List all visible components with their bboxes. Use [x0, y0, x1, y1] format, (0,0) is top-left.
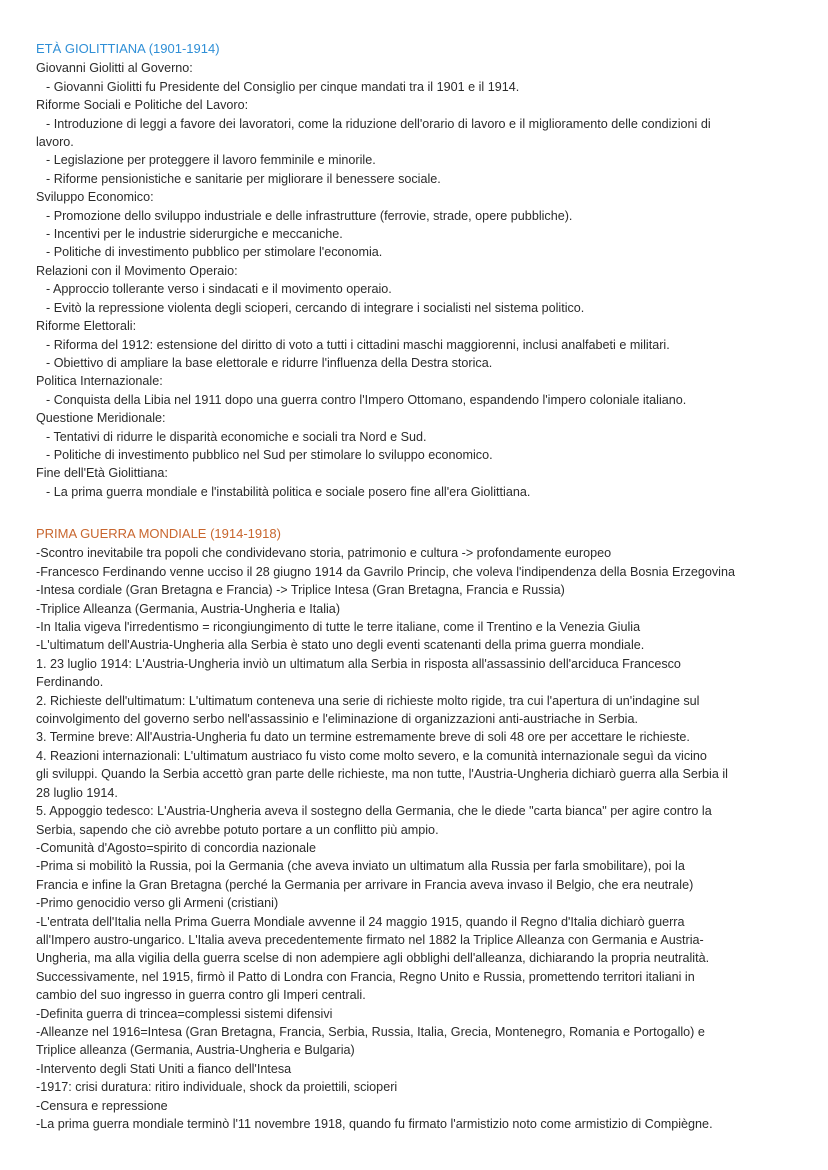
text-line: Riforme Sociali e Politiche del Lavoro:	[36, 98, 249, 113]
section-body	[36, 59, 796, 501]
text-line: all'Impero austro-ungarico. L'Italia aveva precedentemente firmato nel 1882 la Triplice Alleanza con Germania e Austria-	[36, 932, 704, 947]
text-line: coinvolgimento del governo serbo nell'assassinio e l'eliminazione di organizzazioni anti-austriache in Serbia.	[36, 712, 638, 727]
text-line: 4. Reazioni internazionali: L'ultimatum austriaco fu visto come molto severo, e la comunità internazionale seguì da vicino	[36, 748, 707, 763]
text-line: - Promozione dello sviluppo industriale e delle infrastrutture (ferrovie, strade, opere pubbliche).	[46, 208, 573, 223]
text-line: - Riforma del 1912: estensione del diritto di voto a tutti i cittadini maschi maggiorenni, inclusi analfabeti e militari.	[46, 337, 670, 352]
text-line: -Censura e repressione	[36, 1098, 168, 1113]
text-line: Ungheria, ma alla vigilia della guerra scelse di non adempiere agli obblighi dell'alleanza, dichiarando la propria neutralità.	[36, 951, 710, 966]
text-line: - Riforme pensionistiche e sanitarie per migliorare il benessere sociale.	[46, 171, 441, 186]
text-line: Fine dell'Età Giolittiana:	[36, 466, 168, 481]
text-line: - Evitò la repressione violenta degli scioperi, cercando di integrare i socialisti nel sistema politico.	[46, 300, 585, 315]
text-line: -Primo genocidio verso gli Armeni (cristiani)	[36, 896, 279, 911]
text-line: Triplice alleanza (Germania, Austria-Ungheria e Bulgaria)	[36, 1043, 355, 1058]
text-line: -Triplice Alleanza (Germania, Austria-Ungheria e Italia)	[36, 601, 341, 616]
text-line: Giovanni Giolitti al Governo:	[36, 61, 193, 76]
text-line: -In Italia vigeva l'irredentismo = ricongiungimento di tutte le terre italiane, come il Trentino e la Venezia Giulia	[36, 620, 641, 635]
text-line: 28 luglio 1914.	[36, 785, 118, 800]
text-line: 3. Termine breve: All'Austria-Ungheria fu dato un termine estremamente breve di soli 48 ore per accettare le richieste.	[36, 730, 690, 745]
section-prima-guerra-mondiale	[36, 525, 796, 1133]
text-line: - Legislazione per proteggere il lavoro femminile e minorile.	[46, 153, 376, 168]
text-line: lavoro.	[36, 135, 74, 150]
text-line: -Scontro inevitabile tra popoli che condividevano storia, patrimonio e cultura -> profondamente europeo	[36, 546, 612, 561]
text-line: -L'entrata dell'Italia nella Prima Guerra Mondiale avvenne il 24 maggio 1915, quando il Regno d'Italia dichiarò guerra	[36, 914, 685, 929]
text-line: - Approccio tollerante verso i sindacati e il movimento operaio.	[46, 282, 392, 297]
text-line: 5. Appoggio tedesco: L'Austria-Ungheria aveva il sostegno della Germania, che le diede "carta bianca" per agire contro la	[36, 804, 712, 819]
text-line: - Obiettivo di ampliare la base elettorale e ridurre l'influenza della Destra storica.	[46, 355, 493, 370]
section-title: ETÀ GIOLITTIANA (1901-1914)	[36, 41, 220, 56]
section-body	[36, 544, 796, 1133]
text-line: Successivamente, nel 1915, firmò il Patto di Londra con Francia, Regno Unito e Russia, promettendo territori italiani in	[36, 969, 695, 984]
text-line: Riforme Elettorali:	[36, 319, 137, 334]
text-line: - La prima guerra mondiale e l'instabilità politica e sociale posero fine all'era Giolittiana.	[46, 484, 531, 499]
text-line: - Politiche di investimento pubblico per stimolare l'economia.	[46, 245, 383, 260]
text-line: -L'ultimatum dell'Austria-Ungheria alla Serbia è stato uno degli eventi scatenanti della prima guerra mondiale.	[36, 638, 645, 653]
text-line: -Alleanze nel 1916=Intesa (Gran Bretagna, Francia, Serbia, Russia, Italia, Grecia, Montenegro, Romania e Portogallo) e	[36, 1024, 705, 1039]
text-line: -Francesco Ferdinando venne ucciso il 28 giugno 1914 da Gavrilo Princip, che voleva l'indipendenza della Bosnia Erzegovina	[36, 564, 735, 579]
text-line: -Intesa cordiale (Gran Bretagna e Francia) -> Triplice Intesa (Gran Bretagna, Francia e Russia)	[36, 583, 565, 598]
text-line: 1. 23 luglio 1914: L'Austria-Ungheria inviò un ultimatum alla Serbia in risposta all'assassinio dell'arciduca Francesco	[36, 656, 681, 671]
text-line: - Giovanni Giolitti fu Presidente del Consiglio per cinque mandati tra il 1901 e il 1914.	[46, 79, 520, 94]
text-line: -Comunità d'Agosto=spirito di concordia nazionale	[36, 840, 316, 855]
text-line: Serbia, sapendo che ciò avrebbe potuto portare a un conflitto più ampio.	[36, 822, 439, 837]
text-line: -Prima si mobilitò la Russia, poi la Germania (che aveva inviato un ultimatum alla Russia per farla smobilitare), poi la	[36, 859, 685, 874]
text-line: cambio del suo ingresso in guerra contro gli Imperi centrali.	[36, 988, 366, 1003]
text-line: Relazioni con il Movimento Operaio:	[36, 263, 238, 278]
text-line: -1917: crisi duratura: ritiro individuale, shock da proiettili, scioperi	[36, 1080, 398, 1095]
text-line: - Politiche di investimento pubblico nel Sud per stimolare lo sviluppo economico.	[46, 447, 493, 462]
text-line: Francia e infine la Gran Bretagna (perché la Germania per arrivare in Francia aveva invaso il Belgio, che era neutrale)	[36, 877, 694, 892]
text-line: Ferdinando.	[36, 675, 104, 690]
section-title: PRIMA GUERRA MONDIALE (1914-1918)	[36, 526, 281, 541]
text-line: Sviluppo Economico:	[36, 190, 154, 205]
text-line: - Introduzione di leggi a favore dei lavoratori, come la riduzione dell'orario di lavoro e il miglioramento delle condizioni di	[46, 116, 711, 131]
section-eta-giolittiana	[36, 40, 796, 501]
text-line: - Tentativi di ridurre le disparità economiche e sociali tra Nord e Sud.	[46, 429, 427, 444]
text-line: - Conquista della Libia nel 1911 dopo una guerra contro l'Impero Ottomano, espandendo l'impero coloniale italiano.	[46, 392, 687, 407]
text-line: Politica Internazionale:	[36, 374, 163, 389]
text-line: - Incentivi per le industrie siderurgiche e meccaniche.	[46, 227, 343, 242]
text-line: -Intervento degli Stati Uniti a fianco dell'Intesa	[36, 1061, 292, 1076]
text-line: -La prima guerra mondiale terminò l'11 novembre 1918, quando fu firmato l'armistizio noto come armistizio di Compiègne.	[36, 1117, 713, 1131]
text-line: Questione Meridionale:	[36, 411, 166, 426]
text-line: 2. Richieste dell'ultimatum: L'ultimatum conteneva una serie di richieste molto rigide, tra cui l'apertura di un'indagine sul	[36, 693, 700, 708]
text-line: -Definita guerra di trincea=complessi sistemi difensivi	[36, 1006, 333, 1021]
text-line: gli sviluppi. Quando la Serbia accettò gran parte delle richieste, ma non tutte, l'Austria-Ungheria dichiarò guerra alla Serbia il	[36, 767, 728, 782]
